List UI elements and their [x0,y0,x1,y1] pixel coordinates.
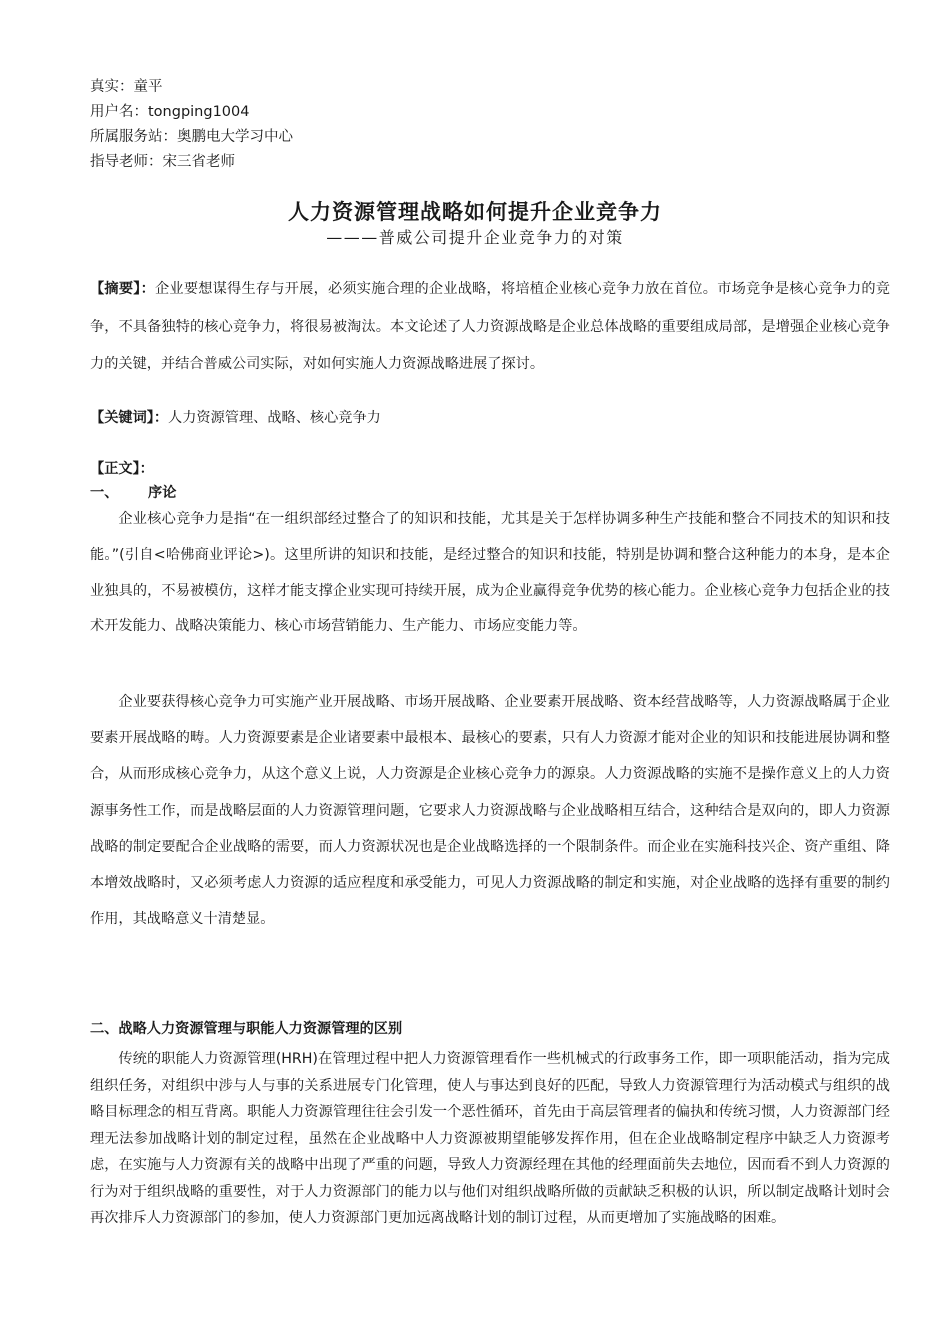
section-1-title: 序论 [148,485,177,501]
abstract-label: 【摘要】： [90,281,155,297]
abstract [90,271,890,384]
document-title: 人力资源管理战略如何提升企业竞争力 [288,200,662,224]
author-info [90,75,293,175]
section-1-paragraph-1: 企业核心竞争力是指“在一组织部经过整合了的知识和技能，尤其是关于怎样协调多种生产技能和整合不同技术的知识和技能。”(引自<哈佛商业评论>)。这里所讲的知识和技能，是经过整合的知识和技能，特别是协调和整合这种能力的本身，是本企业独具的，不易被模仿，这样才能支撑企业实现可持续开展，成为企业赢得竞争优势的核心能力。企业核心竞争力包括企业的技术开发能力、战略决策能力、核心市场营销能力、生产能力、市场应变能力等。 [90,511,890,635]
section-2-paragraph-1: 传统的职能人力资源管理(HRH)在管理过程中把人力资源管理看作一些机械式的行政事务工作，即一项职能活动，指为完成组织任务，对组织中涉与人与事的关系进展专门化管理，使人与事达到良好的匹配，导致人力资源管理行为活动模式与组织的战略目标理念的相互背离。职能人力资源管理往往会引发一个恶性循环，首先由于高层管理者的偏执和传统习惯，人力资源部门经理无法参加战略计划的制定过程，虽然在企业战略中人力资源被期望能够发挥作用，但在企业战略制定程序中缺乏人力资源考虑，在实施与人力资源有关的战略中出现了严重的问题，导致人力资源经理在其他的经理面前失去地位，因而看不到人力资源的行为对于组织战略的重要性，对于人力资源部门的能力以与他们对组织战略所做的贡献缺乏积极的认识，所以制定战略计划时会再次排斥人力资源部门的参加，使人力资源部门更加远离战略计划的制订过程，从而更增加了实施战略的困难。 [90,1051,890,1226]
keywords [90,403,890,433]
username-line: 用户名：tongping1004 [90,104,250,120]
keywords-text: 人力资源管理、战略、核心竞争力 [168,410,381,426]
section-1-number: 一、 [90,485,119,501]
body-label: 【正文】： [90,461,154,477]
author-name-line: 真实：童平 [90,79,163,95]
section-2-heading: 二、战略人力资源管理与职能人力资源管理的区别 [90,1021,403,1037]
section-1-paragraph-2: 企业要获得核心竞争力可实施产业开展战略、市场开展战略、企业要素开展战略、资本经营战略等，人力资源战略属于企业要素开展战略的畴。人力资源要素是企业诸要素中最根本、最核心的要素，只有人力资源才能对企业的知识和技能进展协调和整合，从而形成核心竞争力，从这个意义上说，人力资源是企业核心竞争力的源泉。人力资源战略的实施不是操作意义上的人力资源事务性工作，而是战略层面的人力资源管理问题，它要求人力资源战略与企业战略相互结合，这种结合是双向的，即人力资源战略的制定要配合企业战略的需要，而人力资源状况也是企业战略选择的一个限制条件。而企业在实施科技兴企、资产重组、降本增效战略时，又必须考虑人力资源的适应程度和承受能力，可见人力资源战略的制定和实施，对企业战略的选择有重要的制约作用，其战略意义十清楚显。 [90,694,890,928]
keywords-label: 【关键词】： [90,410,169,426]
service-station-line: 所属服务站：奥鹏电大学习中心 [90,129,293,145]
abstract-text: 企业要想谋得生存与开展，必须实施合理的企业战略，将培植企业核心竞争力放在首位。市场竞争是核心竞争力的竞争，不具备独特的核心竞争力，将很易被淘汰。本文论述了人力资源战略是企业总体战略的重要组成局部，是增强企业核心竞争力的关键，并结合普威公司实际，对如何实施人力资源战略进展了探讨。 [90,281,890,372]
advisor-line: 指导老师：宋三省老师 [90,154,235,170]
document-subtitle: ———普威公司提升企业竞争力的对策 [326,228,624,247]
